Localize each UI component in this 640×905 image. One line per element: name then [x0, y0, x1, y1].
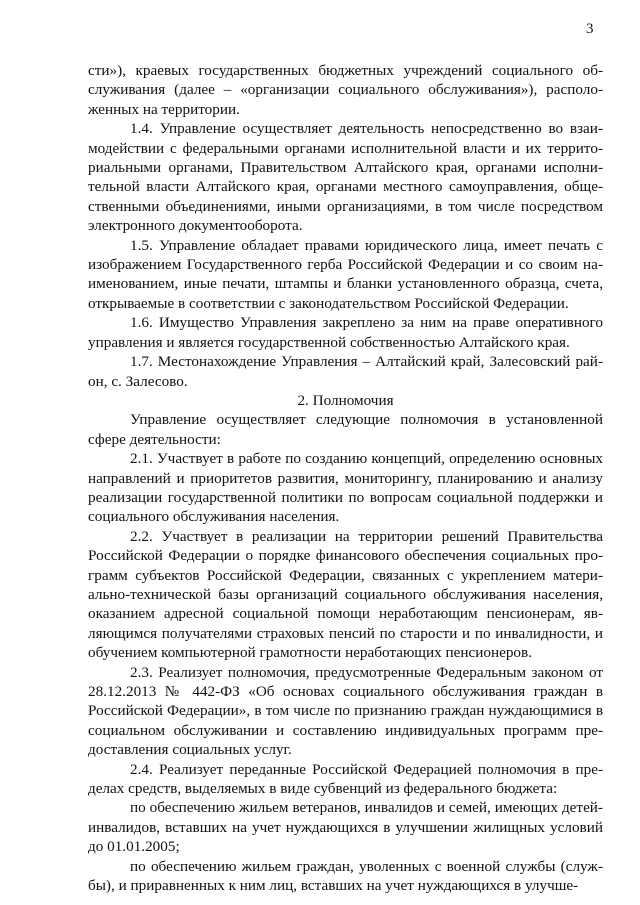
page-number: 3 [586, 21, 594, 37]
paragraph-1-5: 1.5. Управление обладает правами юридического лица, имеет печать с изображением Государственного герба Российской Федерации и со своим наименованием, иные печати, штампы и бланки установленного образца, счета, открываемые в соответствии с законодательством Российской Федерации. [88, 236, 603, 312]
paragraph-2-2: 2.2. Участвует в реализации на территории решений Правительства Российской Федерации о порядке финансового обеспечения социальных программ субъектов Российской Федерации, связанных с укреплением материально-технической базы организаций социального обслуживания населения, оказанием адресной социальной помощи неработающим пенсионерам, являющимся получателями страховых пенсий по старости и по инвалидности, и обучением компьютерной грамотности неработающих пенсионеров. [88, 527, 603, 662]
subparagraph-housing-military: по обеспечению жильем граждан, уволенных с военной службы (службы), и приравненных к ним лиц, вставших на учет нуждающихся в улучше- [88, 857, 603, 895]
paragraph-1-4: 1.4. Управление осуществляет деятельность непосредственно во взаимодействии с федеральными органами исполнительной власти и их территориальными органами, Правительством Алтайского края, органами исполнительной власти Алтайского края, органами местного самоуправления, общественными объединениями, иными организациями, в том числе посредством электронного документооборота. [88, 120, 603, 235]
paragraph-2-4: 2.4. Реализует переданные Российской Федерацией полномочия в пределах средств, выделяемых в виде субвенций из федерального бюджета: [88, 760, 603, 798]
paragraph-intro: Управление осуществляет следующие полномочия в установленной сфере деятельности: [88, 411, 603, 448]
paragraph-continuation: сти»), краевых государственных бюджетных учреждений социального обслуживания (далее – «организации социального обслуживания»), расположенных на территории. [88, 62, 603, 118]
section-heading: 2. Полномочия [297, 391, 394, 409]
paragraph-1-7: 1.7. Местонахождение Управления – Алтайский край, Залесовский район, с. Залесово. [88, 353, 603, 390]
paragraph-2-3: 2.3. Реализует полномочия, предусмотренные Федеральным законом от 28.12.2013 № 442-ФЗ «Об основах социального обслуживания граждан в Российской Федерации», в том числе по признанию граждан нуждающимися в социальном обслуживании и составлению индивидуальных программ предоставления социальных услуг. [88, 663, 603, 759]
paragraph-2-1: 2.1. Участвует в работе по созданию концепций, определению основных направлений и приоритетов развития, мониторингу, планированию и анализу реализации государственной политики по вопросам социальной поддержки и социального обслуживания населения. [88, 450, 603, 526]
subparagraph-housing-veterans: по обеспечению жильем ветеранов, инвалидов и семей, имеющих детей-инвалидов, вставших на учет нуждающихся в улучшении жилищных условий до 01.01.2005; [88, 799, 603, 856]
document-body [88, 61, 603, 895]
paragraph-1-6: 1.6. Имущество Управления закреплено за ним на праве оперативного управления и является государственной собственностью Алтайского края. [88, 314, 603, 351]
